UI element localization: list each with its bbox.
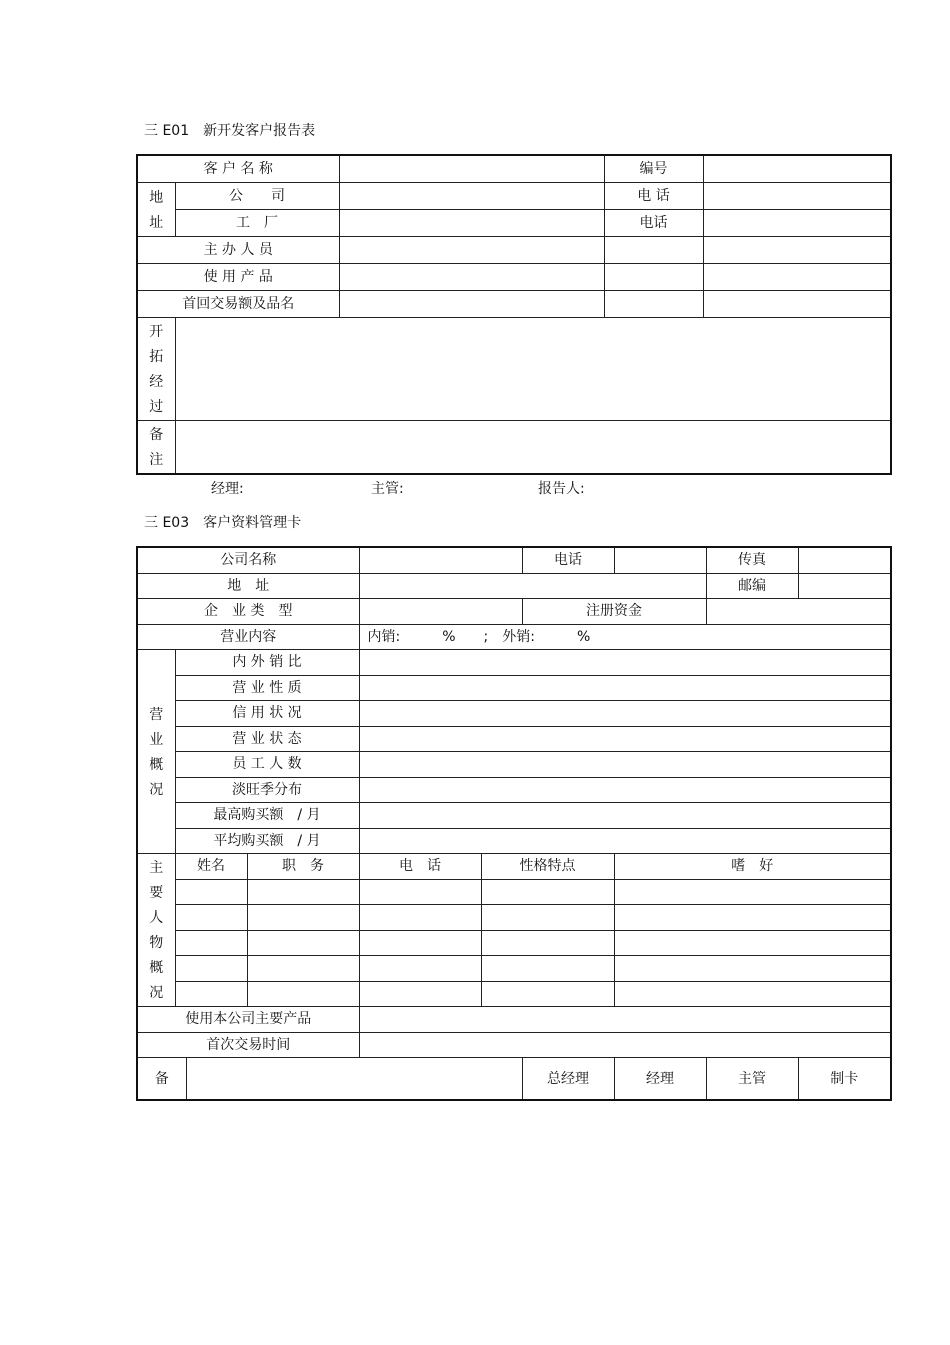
product-extra-field[interactable] bbox=[604, 264, 703, 291]
overview-item: 员 工 人 数 bbox=[175, 752, 359, 778]
address-label: 地 址 bbox=[137, 573, 359, 599]
people-character-header: 性格特点 bbox=[481, 854, 614, 880]
company-name-field[interactable] bbox=[359, 547, 522, 573]
people-hobby-cell[interactable] bbox=[614, 879, 891, 905]
people-name-cell[interactable] bbox=[175, 981, 247, 1007]
people-hobby-cell[interactable] bbox=[614, 956, 891, 982]
product-field[interactable] bbox=[339, 264, 604, 291]
people-position-header: 职 务 bbox=[247, 854, 359, 880]
factory-phone-field[interactable] bbox=[703, 210, 891, 237]
table-row bbox=[137, 879, 891, 905]
people-phone-cell[interactable] bbox=[359, 879, 481, 905]
table-row bbox=[137, 803, 891, 829]
company-address-field[interactable] bbox=[339, 183, 604, 210]
first-trade-time-label: 首次交易时间 bbox=[137, 1032, 359, 1058]
form1-title: 三 E01 新开发客户报告表 bbox=[144, 123, 316, 139]
product-extra-field-2[interactable] bbox=[703, 264, 891, 291]
first-trade-field[interactable] bbox=[339, 291, 604, 318]
table-row bbox=[137, 828, 891, 854]
company-phone-field[interactable] bbox=[703, 183, 891, 210]
table-row bbox=[137, 752, 891, 778]
people-phone-cell[interactable] bbox=[359, 930, 481, 956]
table-row bbox=[137, 854, 891, 880]
phone-field[interactable] bbox=[614, 547, 706, 573]
customer-name-field[interactable] bbox=[339, 155, 604, 183]
supervisor-sign-label: 主管 bbox=[706, 1058, 798, 1101]
remarks-field[interactable] bbox=[175, 421, 891, 475]
remarks-label-text: 备 注 bbox=[149, 427, 164, 468]
form2-title: 三 E03 客户资料管理卡 bbox=[144, 515, 302, 531]
table-row bbox=[137, 264, 891, 291]
people-phone-cell[interactable] bbox=[359, 956, 481, 982]
overview-item: 内 外 销 比 bbox=[175, 650, 359, 676]
sign-reporter-label: 报告人: bbox=[538, 481, 585, 497]
overview-field[interactable] bbox=[359, 828, 891, 854]
people-character-cell[interactable] bbox=[481, 905, 614, 931]
factory-phone-label: 电话 bbox=[604, 210, 703, 237]
remark-field[interactable] bbox=[186, 1058, 522, 1101]
capital-label: 注册资金 bbox=[522, 599, 706, 625]
people-name-cell[interactable] bbox=[175, 879, 247, 905]
organizer-field[interactable] bbox=[339, 237, 604, 264]
table-row bbox=[137, 777, 891, 803]
table-row bbox=[137, 183, 891, 210]
people-phone-header: 电 话 bbox=[359, 854, 481, 880]
organizer-label: 主 办 人 员 bbox=[137, 237, 339, 264]
overview-item: 最高购买额 / 月 bbox=[175, 803, 359, 829]
overview-field[interactable] bbox=[359, 803, 891, 829]
table-row bbox=[137, 599, 891, 625]
first-trade-label: 首回交易额及品名 bbox=[137, 291, 339, 318]
factory-label: 工 厂 bbox=[175, 210, 339, 237]
capital-field[interactable] bbox=[706, 599, 891, 625]
table-row bbox=[137, 726, 891, 752]
sign-manager-label: 经理: bbox=[211, 481, 244, 497]
people-name-cell[interactable] bbox=[175, 905, 247, 931]
people-name-cell[interactable] bbox=[175, 956, 247, 982]
table-row bbox=[137, 237, 891, 264]
overview-field[interactable] bbox=[359, 675, 891, 701]
overview-item: 信 用 状 况 bbox=[175, 701, 359, 727]
table-row bbox=[137, 1058, 891, 1101]
first-trade-extra-field[interactable] bbox=[604, 291, 703, 318]
people-phone-cell[interactable] bbox=[359, 905, 481, 931]
gm-sign-label: 总经理 bbox=[522, 1058, 614, 1101]
people-position-cell[interactable] bbox=[247, 930, 359, 956]
overview-field[interactable] bbox=[359, 701, 891, 727]
company-label: 公 司 bbox=[175, 183, 339, 210]
people-position-cell[interactable] bbox=[247, 905, 359, 931]
people-label-text: 主 要 人 物 概 况 bbox=[149, 860, 164, 1001]
product-label: 使 用 产 品 bbox=[137, 264, 339, 291]
people-position-cell[interactable] bbox=[247, 879, 359, 905]
people-name-cell[interactable] bbox=[175, 930, 247, 956]
people-position-cell[interactable] bbox=[247, 981, 359, 1007]
people-position-cell[interactable] bbox=[247, 956, 359, 982]
people-hobby-cell[interactable] bbox=[614, 905, 891, 931]
sign-supervisor-label: 主管: bbox=[371, 481, 404, 497]
overview-field[interactable] bbox=[359, 726, 891, 752]
phone-label: 电话 bbox=[522, 547, 614, 573]
table-row bbox=[137, 981, 891, 1007]
main-products-label: 使用本公司主要产品 bbox=[137, 1007, 359, 1033]
table-row bbox=[137, 291, 891, 318]
overview-label-text: 营 业 概 况 bbox=[149, 706, 164, 798]
manager-sign-label: 经理 bbox=[614, 1058, 706, 1101]
overview-label bbox=[137, 650, 175, 854]
address-label bbox=[137, 183, 175, 237]
table-row bbox=[137, 421, 891, 475]
fax-label: 传真 bbox=[706, 547, 798, 573]
process-label-text: 开 拓 经 过 bbox=[149, 324, 164, 415]
people-character-cell[interactable] bbox=[481, 879, 614, 905]
customer-info-card-table bbox=[136, 546, 892, 1101]
fax-field[interactable] bbox=[798, 547, 891, 573]
customer-name-label: 客 户 名 称 bbox=[137, 155, 339, 183]
table-row bbox=[137, 701, 891, 727]
remark-label: 备 bbox=[137, 1058, 186, 1101]
table-row bbox=[137, 1032, 891, 1058]
new-customer-report-table bbox=[136, 154, 892, 475]
table-row bbox=[137, 930, 891, 956]
company-phone-label: 电 话 bbox=[604, 183, 703, 210]
people-character-cell[interactable] bbox=[481, 981, 614, 1007]
people-character-cell[interactable] bbox=[481, 956, 614, 982]
first-trade-time-field[interactable] bbox=[359, 1032, 891, 1058]
factory-address-field[interactable] bbox=[339, 210, 604, 237]
people-character-cell[interactable] bbox=[481, 930, 614, 956]
table-row bbox=[137, 650, 891, 676]
overview-item: 淡旺季分布 bbox=[175, 777, 359, 803]
table-row bbox=[137, 624, 891, 650]
address-label-text: 地 址 bbox=[149, 189, 164, 231]
people-hobby-cell[interactable] bbox=[614, 930, 891, 956]
table-row bbox=[137, 956, 891, 982]
table-row bbox=[137, 155, 891, 183]
company-type-field[interactable] bbox=[359, 599, 522, 625]
overview-field[interactable] bbox=[359, 777, 891, 803]
table-row bbox=[137, 905, 891, 931]
zipcode-label: 邮编 bbox=[706, 573, 798, 599]
main-products-field[interactable] bbox=[359, 1007, 891, 1033]
process-label bbox=[137, 318, 175, 421]
people-name-header: 姓名 bbox=[175, 854, 247, 880]
zipcode-field[interactable] bbox=[798, 573, 891, 599]
people-hobby-cell[interactable] bbox=[614, 981, 891, 1007]
process-field[interactable] bbox=[175, 318, 891, 421]
number-field[interactable] bbox=[703, 155, 891, 183]
company-name-label: 公司名称 bbox=[137, 547, 359, 573]
table-row bbox=[137, 1007, 891, 1033]
organizer-extra-field-2[interactable] bbox=[703, 237, 891, 264]
table-row bbox=[137, 547, 891, 573]
overview-field[interactable] bbox=[359, 650, 891, 676]
remarks-label bbox=[137, 421, 175, 475]
people-phone-cell[interactable] bbox=[359, 981, 481, 1007]
table-row bbox=[137, 210, 891, 237]
number-label: 编号 bbox=[604, 155, 703, 183]
company-type-label: 企 业 类 型 bbox=[137, 599, 359, 625]
table-row bbox=[137, 318, 891, 421]
table-row bbox=[137, 675, 891, 701]
sales-split-field[interactable]: 内销: % ; 外销: % bbox=[359, 624, 891, 650]
people-hobby-header: 嗜 好 bbox=[614, 854, 891, 880]
people-label bbox=[137, 854, 175, 1007]
maker-sign-label: 制卡 bbox=[798, 1058, 891, 1101]
business-label: 营业内容 bbox=[137, 624, 359, 650]
overview-item: 营 业 性 质 bbox=[175, 675, 359, 701]
overview-item: 平均购买额 / 月 bbox=[175, 828, 359, 854]
organizer-extra-field[interactable] bbox=[604, 237, 703, 264]
overview-item: 营 业 状 态 bbox=[175, 726, 359, 752]
first-trade-extra-field-2[interactable] bbox=[703, 291, 891, 318]
overview-field[interactable] bbox=[359, 752, 891, 778]
address-field[interactable] bbox=[359, 573, 706, 599]
table-row bbox=[137, 573, 891, 599]
